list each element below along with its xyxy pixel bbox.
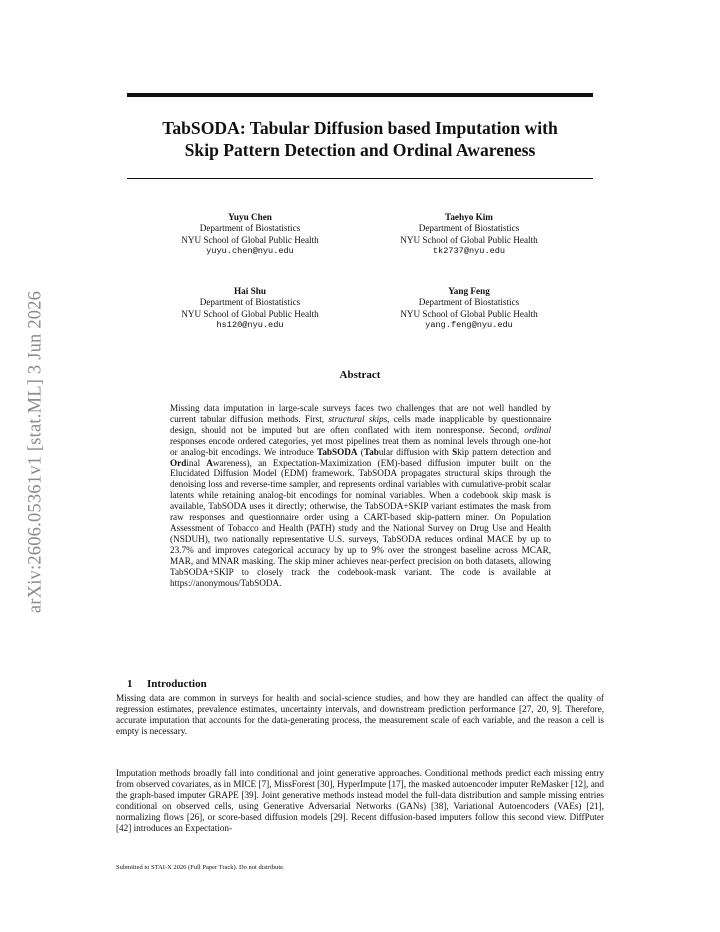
abstract-text [170,403,551,588]
abstract-run: responses encode ordered categories, yet most pipelines treat them as nominal levels through one-hot or analog-bit encodings. We introduce [170,435,551,457]
intro-paragraph-2: Imputation methods broadly fall into conditional and joint generative approaches. Conditional methods predict each missing entry from observed covariates, as in MICE [7], MissForest [30], HyperImpute [17], the masked autoencoder imputer ReMasker [12], and the graph-based imputer GRAPE [39]. Joint generative methods instead model the full-data distribution and sample missing entries conditional on observed cells, using Generative Adversarial Networks (GANs) [38], Variational Autoencoders (VAEs) [21], normalizing flows [26], or score-based diffusion models [29]. Recent diffusion-based imputers follow this second view. DiffPuter [42] introduces an Expectation- [116,768,604,833]
abstract-bold: Ord [170,457,187,468]
abstract-bold: A [206,457,213,468]
author-department: Department of Biostatistics [418,297,520,308]
author-affiliation: NYU School of Global Public Health [400,308,538,319]
submission-footer: Submitted to STAI-X 2026 (Full Paper Track). Do not distribute. [116,864,285,871]
title-rule-bottom [127,178,593,179]
author-email[interactable]: tk2737@nyu.edu [432,246,506,257]
abstract-run: ( [357,446,364,457]
title-line-2: Skip Pattern Detection and Ordinal Awareness [184,140,536,160]
author-name: Yuyu Chen [228,212,272,222]
abstract-run: wareness), an Expectation-Maximization (EM)-based diffusion imputer built on the Elucidated Diffusion Model (EDM) framework. TabSODA propagates structural skips through the denoising loss and reverse-time sampler, and represents ordinal variables with cumulative-probit scalar latents while retaining analog-bit encodings for nominal variables. When a codebook skip mask is available, TabSODA uses it directly; otherwise, the TabSODA+SKIP variant estimates the mask from raw responses and questionnaire order using a CART-based skip-pattern miner. On Population Assessment of Tobacco and Health (PATH) study and the National Survey on Drug Use and Health (NSDUH), two nationally representative U.S. surveys, TabSODA reduces ordinal MACE by up to 23.7% and improves categorical accuracy by up to 9% over the strongest baseline across MCAR, MAR, and MNAR masking. The skip miner achieves near-perfect precision on both datasets, allowing TabSODA+SKIP to closely track the codebook-mask variant. The code is available at https://anonymous/TabSODA. [170,457,552,588]
author-block [150,286,350,332]
abstract-emphasis: ordinal [524,424,551,435]
author-name: Taehyo Kim [445,212,493,222]
abstract-bold: S [452,446,458,457]
author-department: Department of Biostatistics [418,223,520,234]
author-email[interactable]: yuyu.chen@nyu.edu [206,246,294,257]
arxiv-stamp: arXiv:2606.05361v1 [stat.ML] 3 Jun 2026 [25,290,46,614]
abstract-emphasis: structural skips [328,413,388,424]
paper-title [127,117,593,161]
abstract-run: inal [186,457,207,468]
section-heading [127,678,207,690]
title-rule-top [127,93,593,97]
section-title: Introduction [147,678,207,690]
author-affiliation: NYU School of Global Public Health [181,308,319,319]
abstract-run: Missing data imputation in large-scale surveys faces two challenges that are not well handled by current tabular diffusion methods. First, [170,403,551,424]
abstract-run: kip pattern detection and [457,446,551,457]
abstract-bold: Tab [363,446,379,457]
author-block [369,286,569,332]
section-number: 1 [127,678,133,690]
author-affiliation: NYU School of Global Public Health [400,234,538,245]
abstract-run: ular diffusion with [378,446,453,457]
author-email[interactable]: hs120@nyu.edu [216,320,284,331]
abstract-bold: TabSODA [317,446,358,457]
author-block [369,212,569,258]
author-block [150,212,350,258]
title-line-1: TabSODA: Tabular Diffusion based Imputation with [162,118,558,138]
author-name: Yang Feng [448,286,490,296]
author-department: Department of Biostatistics [199,223,301,234]
author-department: Department of Biostatistics [199,297,301,308]
author-affiliation: NYU School of Global Public Health [181,234,319,245]
author-email[interactable]: yang.feng@nyu.edu [425,320,513,331]
abstract-heading: Abstract [339,369,381,381]
intro-paragraph-1: Missing data are common in surveys for health and social-science studies, and how they are handled can affect the quality of regression estimates, prevalence estimates, uncertainty intervals, and downstream prediction performance [27, 20, 9]. Therefore, accurate imputation that accounts for the data-generating process, the measurement scale of each variable, and the reason a cell is empty is necessary. [116,693,604,736]
author-name: Hai Shu [234,286,266,296]
abstract-run: , cells made inapplicable by questionnaire design, should not be imputed but are often conflated with item nonresponse. Second, [170,413,552,435]
